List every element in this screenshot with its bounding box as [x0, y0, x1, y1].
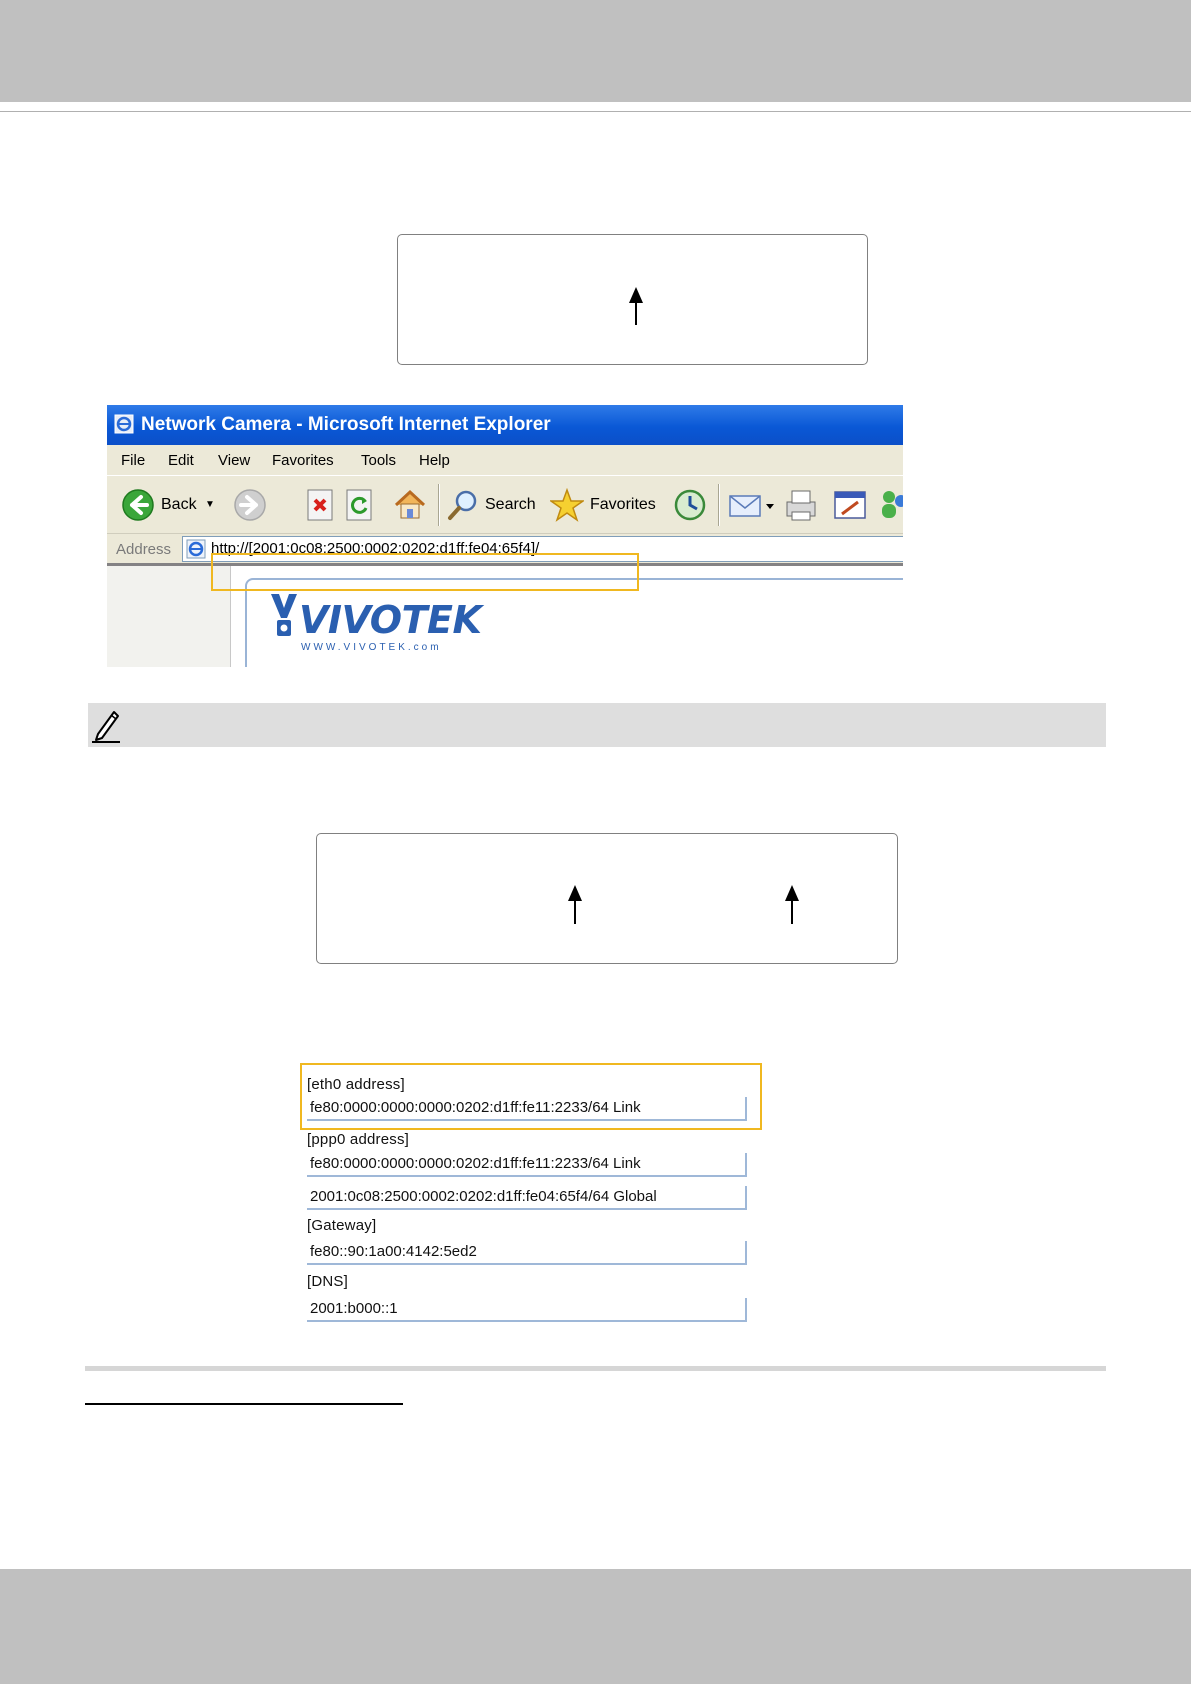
- favorites-star-icon: [550, 488, 584, 522]
- address-label: Address: [116, 541, 172, 558]
- browser-title: Network Camera - Microsoft Internet Explorer: [141, 414, 551, 435]
- dns-label: [DNS]: [307, 1273, 349, 1290]
- address-highlight-box: [211, 553, 639, 591]
- ppp0-global-address-value: 2001:0c08:2500:0002:0202:d1ff:fe04:65f4/64 Global: [307, 1186, 747, 1210]
- vivotek-header-frame: [245, 578, 903, 667]
- favorites-label: Favorites: [590, 496, 656, 513]
- ie-page-icon: [186, 539, 206, 559]
- favorites-button[interactable]: [550, 486, 662, 524]
- chevron-down-icon: ▼: [205, 499, 215, 510]
- menu-tools[interactable]: Tools: [361, 452, 397, 469]
- ppp0-address-label: [ppp0 address]: [307, 1131, 410, 1148]
- menu-bar: [107, 445, 903, 475]
- stop-icon[interactable]: [306, 489, 334, 521]
- section-divider: [85, 1366, 1106, 1371]
- eth0-address-value: fe80:0000:0000:0000:0202:d1ff:fe11:2233/64 Link: [307, 1097, 747, 1121]
- search-icon: [447, 488, 479, 522]
- example-box-1: [397, 234, 868, 365]
- back-button[interactable]: [121, 486, 213, 524]
- menu-view[interactable]: View: [218, 452, 251, 469]
- dns-value: 2001:b000::1: [307, 1298, 747, 1322]
- browser-window: [107, 405, 903, 667]
- arrow-up-icon: [574, 889, 576, 924]
- footnote-divider: [85, 1403, 403, 1405]
- browser-titlebar: [107, 405, 903, 445]
- back-icon: [121, 488, 155, 522]
- search-button[interactable]: [447, 486, 539, 524]
- vivotek-logo-text: VIVOTEK: [299, 598, 482, 642]
- ie-app-icon: [114, 414, 134, 434]
- messenger-icon[interactable]: [879, 488, 903, 522]
- ppp0-link-address-value: fe80:0000:0000:0000:0202:d1ff:fe11:2233/64 Link: [307, 1153, 747, 1177]
- note-pencil-icon: [90, 706, 124, 744]
- search-label: Search: [485, 496, 536, 513]
- address-url: http://[2001:0c08:2500:0002:0202:d1ff:fe04:65f4]/: [211, 540, 540, 557]
- forward-icon[interactable]: [233, 488, 267, 522]
- gateway-label: [Gateway]: [307, 1217, 377, 1234]
- eth0-address-label: [eth0 address]: [307, 1076, 405, 1093]
- history-icon[interactable]: [673, 488, 707, 522]
- arrow-up-icon: [791, 889, 793, 924]
- header-divider: [0, 111, 1191, 112]
- eth0-highlight-box: [300, 1063, 762, 1130]
- example-box-2: [316, 833, 898, 964]
- refresh-icon[interactable]: [345, 489, 373, 521]
- edit-icon[interactable]: [832, 488, 868, 522]
- back-label: Back: [161, 496, 197, 513]
- toolbar: [107, 475, 903, 534]
- menu-help[interactable]: Help: [419, 452, 450, 469]
- vivotek-logo-url: WWW.VIVOTEK.com: [301, 642, 442, 653]
- footer-bar: [0, 1569, 1191, 1684]
- vivotek-logo-icon: [269, 592, 299, 642]
- menu-edit[interactable]: Edit: [168, 452, 194, 469]
- menu-file[interactable]: File: [121, 452, 146, 469]
- print-icon[interactable]: [783, 488, 819, 522]
- note-bar: [88, 703, 1106, 747]
- home-icon[interactable]: [393, 488, 427, 522]
- header-bar: [0, 0, 1191, 102]
- arrow-up-icon: [635, 291, 637, 325]
- mail-icon[interactable]: [728, 488, 778, 522]
- menu-favorites[interactable]: Favorites: [272, 452, 334, 469]
- gateway-value: fe80::90:1a00:4142:5ed2: [307, 1241, 747, 1265]
